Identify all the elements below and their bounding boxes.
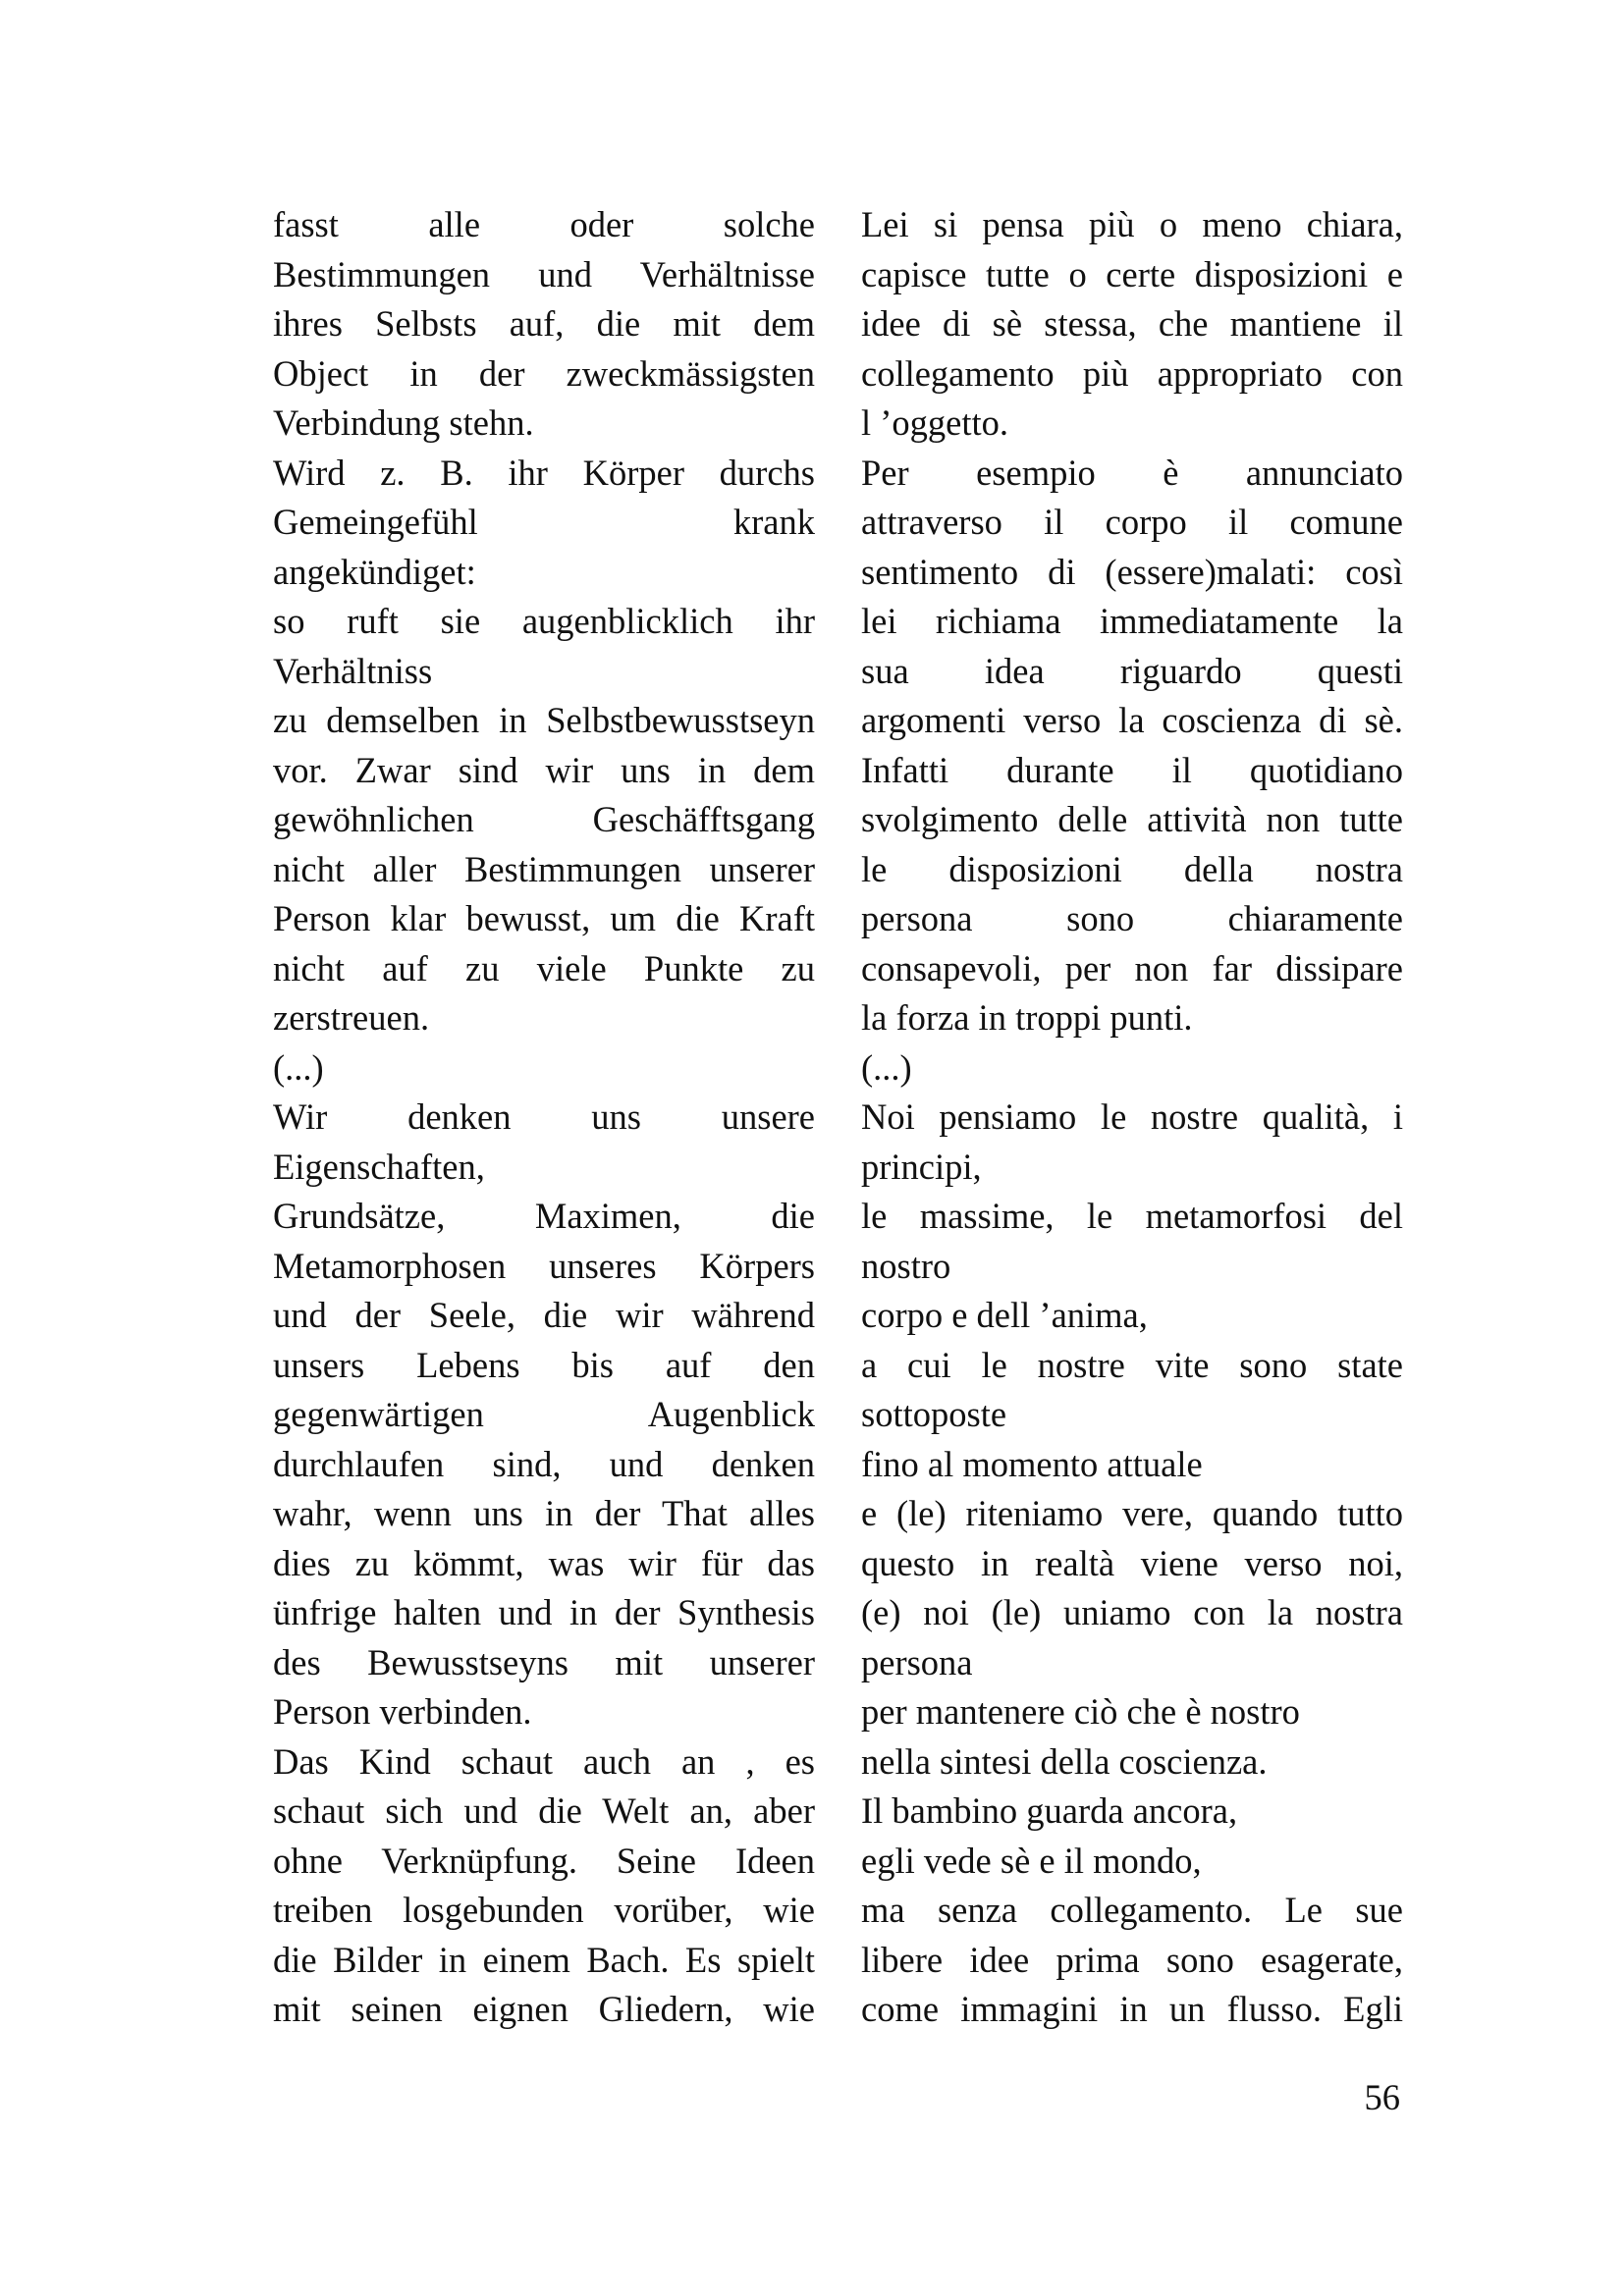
german-text-line: die Bilder in einem Bach. Es spielt [273, 1939, 815, 1980]
german-text-line: Metamorphosen unseres Körpers [273, 1245, 815, 1286]
german-text-line: unsers Lebens bis auf den [273, 1344, 815, 1385]
german-text-line: mit seinen eignen Gliedern, wie [273, 1989, 815, 2029]
italian-text-line: sua idea riguardo questi [861, 650, 1403, 691]
german-text-line: Wird z. B. ihr Körper durchs [273, 452, 815, 493]
italian-text-line: come immagini in un flusso. Egli [861, 1989, 1403, 2029]
italian-text-line: persona [861, 1641, 973, 1682]
page-number: 56 [1364, 2077, 1400, 2117]
italian-text-line: capisce tutte o certe disposizioni e [861, 253, 1403, 294]
german-text-line: Das Kind schaut auch an , es [273, 1740, 815, 1782]
italian-text-line: consapevoli, per non far dissipare [861, 947, 1403, 988]
german-text-line: gegenwärtigen Augenblick [273, 1394, 815, 1434]
italian-text-line: (e) noi (le) uniamo con la nostra [861, 1592, 1403, 1632]
italian-text-line: svolgimento delle attività non tutte [861, 799, 1403, 839]
german-text-column [273, 200, 815, 2035]
german-text-line: durchlaufen sind, und denken [273, 1443, 815, 1484]
italian-text-line: e (le) riteniamo vere, quando tutto [861, 1493, 1403, 1533]
italian-text-line: l ’oggetto. [861, 402, 1009, 443]
italian-text-line: libere idee prima sono esagerate, [861, 1939, 1403, 1980]
german-text-line: Person klar bewusst, um die Kraft [273, 898, 815, 938]
italian-text-line: argomenti verso la coscienza di sè. [861, 700, 1403, 740]
german-text-line: angekündiget: [273, 551, 476, 592]
german-text-line: dies zu kömmt, was wir für das [273, 1542, 815, 1583]
german-text-line: ohne Verknüpfung. Seine Ideen [273, 1840, 815, 1881]
german-text-line: (...) [273, 1046, 324, 1088]
german-text-line: Gemeingefühl krank [273, 502, 815, 542]
german-text-line: treiben losgebunden vorüber, wie [273, 1890, 815, 1930]
italian-text-line: lei richiama immediatamente la [861, 601, 1403, 641]
italian-text-line: corpo e dell ’anima, [861, 1295, 1148, 1335]
italian-text-line: Noi pensiamo le nostre qualità, i [861, 1096, 1403, 1137]
italian-text-line: Per esempio è annunciato [861, 452, 1403, 493]
italian-text-line: questo in realtà viene verso noi, [861, 1542, 1403, 1583]
italian-text-line: egli vede sè e il mondo, [861, 1840, 1202, 1881]
german-text-line: fasst alle oder solche [273, 204, 815, 244]
german-text-line: und der Seele, die wir während [273, 1295, 815, 1335]
italian-text-column [861, 200, 1403, 2035]
german-text-line: Verhältniss [273, 650, 433, 691]
german-text-line: Object in der zweckmässigsten [273, 352, 815, 394]
german-text-line: nicht auf zu viele Punkte zu [273, 947, 815, 988]
german-text-line: des Bewusstseyns mit unserer [273, 1641, 815, 1682]
german-text-line: Person verbinden. [273, 1691, 532, 1732]
german-text-line: Bestimmungen und Verhältnisse [273, 253, 815, 294]
german-text-line: Wir denken uns unsere [273, 1096, 815, 1137]
german-text-line: zu demselben in Selbstbewusstseyn [273, 700, 815, 740]
italian-text-line: principi, [861, 1146, 982, 1187]
italian-text-line: idee di sè stessa, che mantiene il [861, 303, 1403, 344]
italian-text-line: le massime, le metamorfosi del [861, 1196, 1403, 1236]
german-text-line: Eigenschaften, [273, 1146, 485, 1187]
italian-text-line: fino al momento attuale [861, 1443, 1203, 1484]
german-text-line: Grundsätze, Maximen, die [273, 1196, 815, 1236]
italian-text-line: nella sintesi della coscienza. [861, 1740, 1268, 1782]
italian-text-line: collegamento più appropriato con [861, 352, 1403, 394]
italian-text-line: le disposizioni della nostra [861, 848, 1403, 889]
italian-text-line: (...) [861, 1046, 912, 1088]
italian-text-line: Il bambino guarda ancora, [861, 1790, 1238, 1831]
italian-text-line: a cui le nostre vite sono state [861, 1344, 1403, 1385]
german-text-line: Verbindung stehn. [273, 402, 534, 443]
italian-text-line: attraverso il corpo il comune [861, 502, 1403, 542]
italian-text-line: ma senza collegamento. Le sue [861, 1890, 1403, 1930]
german-text-line: ünfrige halten und in der Synthesis [273, 1592, 815, 1632]
italian-text-line: la forza in troppi punti. [861, 997, 1193, 1038]
italian-text-line: per mantenere ciò che è nostro [861, 1691, 1300, 1732]
italian-text-line: nostro [861, 1245, 951, 1286]
german-text-line: wahr, wenn uns in der That alles [273, 1493, 815, 1533]
italian-text-line: Lei si pensa più o meno chiara, [861, 204, 1403, 244]
german-text-line: so ruft sie augenblicklich ihr [273, 601, 815, 641]
german-text-line: ihres Selbsts auf, die mit dem [273, 303, 815, 344]
german-text-line: schaut sich und die Welt an, aber [273, 1790, 815, 1831]
german-text-line: gewöhnlichen Geschäfftsgang [273, 799, 815, 839]
german-text-line: vor. Zwar sind wir uns in dem [273, 749, 815, 790]
italian-text-line: persona sono chiaramente [861, 898, 1403, 938]
italian-text-line: sentimento di (essere)malati: così [861, 551, 1403, 592]
italian-text-line: Infatti durante il quotidiano [861, 749, 1403, 790]
german-text-line: zerstreuen. [273, 997, 430, 1038]
italian-text-line: sottoposte [861, 1394, 1007, 1434]
german-text-line: nicht aller Bestimmungen unserer [273, 848, 815, 889]
